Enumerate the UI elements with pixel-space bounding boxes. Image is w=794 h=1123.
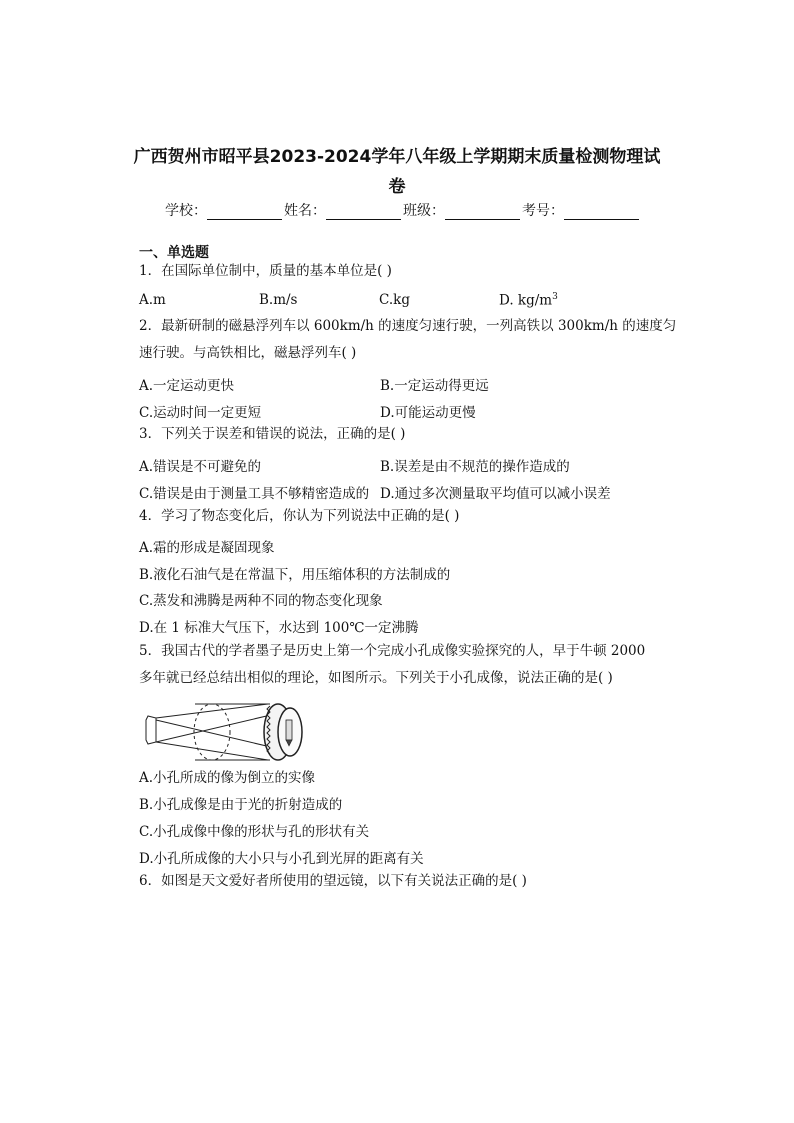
- question-2-stem-line2: 速行驶。与高铁相比，磁悬浮列车( ): [139, 345, 357, 361]
- q1-option-a: A.m: [139, 292, 166, 308]
- q4-option-b: B.液化石油气是在常温下，用压缩体积的方法制成的: [139, 567, 451, 583]
- q5-option-c: C.小孔成像中像的形状与孔的形状有关: [139, 824, 370, 840]
- pinhole-camera-figure: [140, 700, 315, 766]
- question-6-stem: 6．如图是天文爱好者所使用的望远镜，以下有关说法正确的是( ): [139, 873, 527, 889]
- question-3-stem: 3．下列关于误差和错误的说法，正确的是( ): [139, 426, 406, 442]
- q4-option-c: C.蒸发和沸腾是两种不同的物态变化现象: [139, 593, 383, 609]
- cylinder-top-edge: [156, 704, 268, 718]
- question-5-stem-line1: 5．我国古代的学者墨子是历史上第一个完成小孔成像实验探究的人，早于牛顿 2000: [139, 643, 646, 659]
- student-info-row: [165, 200, 641, 220]
- cylinder-bottom-edge: [156, 742, 268, 760]
- q4-option-d: D.在 1 标准大气压下，水达到 100℃一定沸腾: [139, 620, 419, 636]
- question-4-stem: 4．学习了物态变化后，你认为下列说法中正确的是( ): [139, 508, 460, 524]
- q2-option-a: A.一定运动更快: [139, 378, 235, 394]
- q2-option-d: D.可能运动更慢: [380, 405, 476, 421]
- q3-option-c: C.错误是由于测量工具不够精密造成的: [139, 486, 370, 502]
- question-2-stem-line1: 2．最新研制的磁悬浮列车以 600km/h 的速度匀速行驶，一列高铁以 300km/h 的速度匀: [139, 318, 677, 334]
- number-blank: [564, 205, 639, 220]
- q1-option-b: B.m/s: [259, 292, 298, 308]
- class-label: 班级：: [403, 203, 445, 219]
- q5-option-b: B.小孔成像是由于光的折射造成的: [139, 797, 343, 813]
- school-blank: [207, 205, 282, 220]
- q1-option-d-sup: 3: [552, 292, 558, 302]
- q1-option-d-text: D. kg/m: [499, 292, 553, 309]
- exam-title-line1: 广西贺州市昭平县2023-2024学年八年级上学期期末质量检测物理试: [133, 147, 661, 167]
- q3-option-b: B.误差是由不规范的操作造成的: [380, 459, 570, 475]
- q5-option-a: A.小孔所成的像为倒立的实像: [139, 770, 316, 786]
- question-5-stem-line2: 多年就已经总结出相似的理论，如图所示。下列关于小孔成像，说法正确的是( ): [139, 670, 613, 686]
- candle-source-icon: [146, 716, 156, 744]
- q1-option-d: [499, 292, 558, 309]
- light-ray-2: [156, 714, 275, 742]
- q4-option-a: A.霜的形成是凝固现象: [139, 540, 275, 556]
- q3-option-a: A.错误是不可避免的: [139, 459, 262, 475]
- school-label: 学校：: [165, 203, 207, 219]
- q1-option-c: C.kg: [379, 292, 410, 308]
- light-ray-1: [156, 720, 275, 748]
- section-heading: 一、单选题: [139, 245, 209, 261]
- q3-option-d: D.通过多次测量取平均值可以减小误差: [380, 486, 611, 502]
- name-blank: [326, 205, 401, 220]
- q2-option-c: C.运动时间一定更短: [139, 405, 262, 421]
- question-1-stem: 1．在国际单位制中，质量的基本单位是( ): [139, 263, 392, 279]
- q2-option-b: B.一定运动得更远: [380, 378, 489, 394]
- q5-option-d: D.小孔所成像的大小只与小孔到光屏的距离有关: [139, 851, 424, 867]
- name-label: 姓名：: [284, 203, 326, 219]
- number-label: 考号：: [522, 203, 564, 219]
- class-blank: [445, 205, 520, 220]
- inverted-image-icon: [286, 720, 292, 740]
- exam-title-line2: 卷: [388, 177, 406, 197]
